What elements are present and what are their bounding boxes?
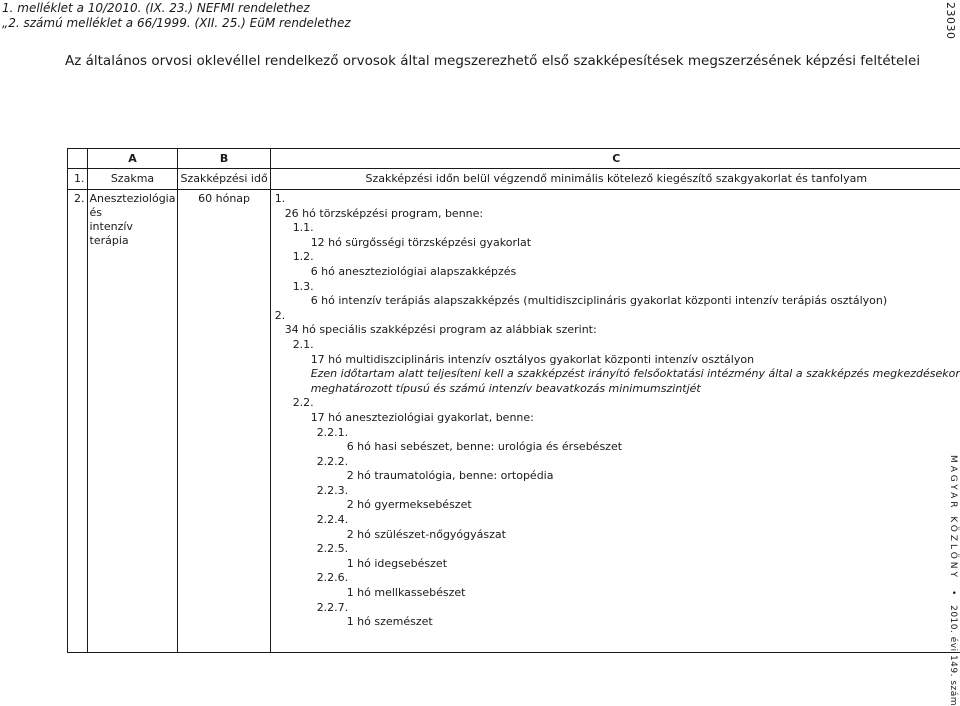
program-line-2-2-2: 2 hó traumatológia, benne: ortopédia [275,469,960,484]
journal-bullet: • [948,590,958,595]
program-line-2-2-1: 6 hó hasi sebészet, benne: urológia és érsebészet [275,440,960,455]
column-letter-a: A [87,149,178,169]
program-line-1-1: 12 hó sürgősségi törzsképzési gyakorlat [275,236,960,251]
header-specialty: Szakma [87,169,178,190]
page-number: 23030 [944,2,957,40]
program-line-2-2: 17 hó aneszteziológiai gyakorlat, benne: [275,411,960,426]
specialty-name [87,190,178,653]
program-line-1-num: 1. [275,192,960,207]
annex-header-line-1: 1. melléklet a 10/2010. (IX. 23.) NEFMI rendelethez [2,1,310,15]
program-line-1-3-num: 1.3. [275,280,960,295]
program-line-2-2-7-num: 2.2.7. [275,601,960,616]
specialty-name-line-1: Aneszteziológia és [90,192,176,220]
column-letter-b: B [178,149,270,169]
requirements-cell [270,190,960,653]
program-line-2-2-4-num: 2.2.4. [275,513,960,528]
header-row-number: 1. [68,169,88,190]
program-line-1-2-num: 1.2. [275,250,960,265]
column-letter-row [68,149,960,169]
program-line-2-2-6: 1 hó mellkassebészet [275,586,960,601]
program-line-2: 34 hó speciális szakképzési program az alábbiak szerint: [275,323,960,338]
row-number: 2. [68,190,88,653]
program-line-1-2: 6 hó aneszteziológiai alapszakképzés [275,265,960,280]
program-line-1: 26 hó törzsképzési program, benne: [275,207,960,222]
program-line-2-2-5: 1 hó idegsebészet [275,557,960,572]
document-title: Az általános orvosi oklevéllel rendelkező orvosok által megszerezhető első szakképesítések megszerzésének képzési feltételei [65,53,920,69]
annex-header-line-2: „2. számú melléklet a 66/1999. (XII. 25.) EüM rendelethez [2,16,351,30]
table-row [68,190,960,653]
program-line-2-2-3-num: 2.2.3. [275,484,960,499]
program-line-2-2-num: 2.2. [275,396,960,411]
program-line-2-1-num: 2.1. [275,338,960,353]
program-line-2-2-7: 1 hó szemészet [275,615,960,630]
program-line-2-2-4: 2 hó szülészet-nőgyógyászat [275,528,960,543]
program-note-line-2: meghatározott típusú és számú intenzív beavatkozás minimumszintjét [275,382,960,397]
row-number-header-cell [68,149,88,169]
program-line-2-num: 2. [275,309,960,324]
program-line-2-2-3: 2 hó gyermeksebészet [275,498,960,513]
training-duration: 60 hónap [178,190,270,653]
specialty-name-line-2: intenzív terápia [90,220,176,248]
header-requirements: Szakképzési időn belül végzendő minimális kötelező kiegészítő szakgyakorlat és tanfolyam [270,169,960,190]
column-letter-c: C [270,149,960,169]
program-line-1-1-num: 1.1. [275,221,960,236]
training-requirements-table [67,148,960,653]
program-line-2-2-6-num: 2.2.6. [275,571,960,586]
program-line-2-2-5-num: 2.2.5. [275,542,960,557]
program-line-2-2-1-num: 2.2.1. [275,426,960,441]
program-line-2-1: 17 hó multidiszciplináris intenzív osztályos gyakorlat központi intenzív osztályon [275,353,960,368]
journal-issue: 2010. évi 149. szám [948,605,958,706]
journal-name: MAGYAR KÖZLÖNY [948,455,958,580]
header-training-time: Szakképzési idő [178,169,270,190]
program-line-2-2-2-num: 2.2.2. [275,455,960,470]
program-line-1-3: 6 hó intenzív terápiás alapszakképzés (multidiszciplináris gyakorlat központi intenzív terápiás osztályon) [275,294,960,309]
program-note-line-1: Ezen időtartam alatt teljesíteni kell a szakképzést irányító felsőoktatási intézmény által a szakképzés megkezdésekor [275,367,960,382]
table-header-row [68,169,960,190]
